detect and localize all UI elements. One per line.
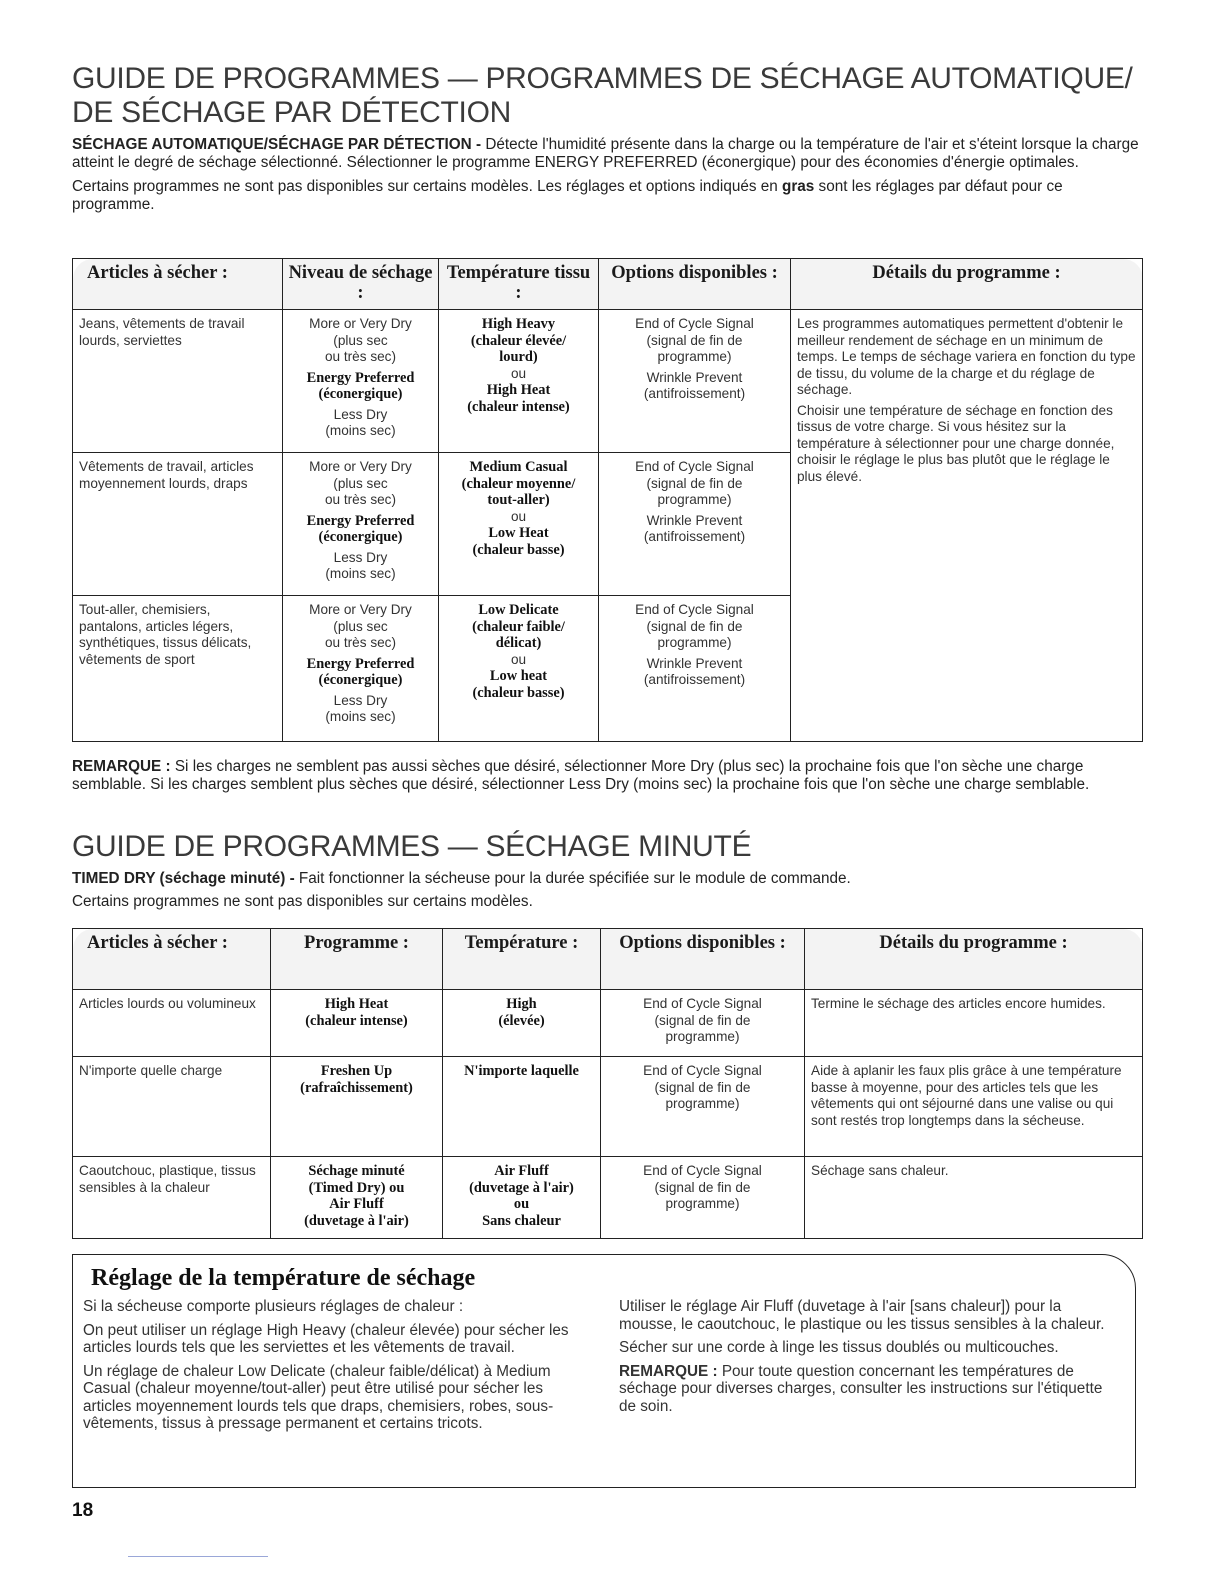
temperature-cell: High (élevée) [443,990,601,1057]
temperature-cell: High Heavy (chaleur élevée/ lourd) ou High Heat (chaleur intense) [439,310,599,453]
section1-title: GUIDE DE PROGRAMMES — PROGRAMMES DE SÉCHAGE AUTOMATIQUE/ DE SÉCHAGE PAR DÉTECTION [72,62,1133,129]
header-details: Détails du programme : [791,259,1143,310]
header-temperature: Température tissu : [439,259,599,310]
header-articles: Articles à sécher : [73,259,283,310]
header-options: Options disponibles : [601,929,805,990]
program-cell: Séchage minuté (Timed Dry) ou Air Fluff (duvetage à l'air) [271,1157,443,1239]
footer-divider [128,1556,268,1557]
articles-cell: Jeans, vêtements de travail lourds, serviettes [73,310,283,453]
options-cell: End of Cycle Signal (signal de fin de programme) [601,1157,805,1239]
box-right-column: Utiliser le réglage Air Fluff (duvetage à l'air [sans chaleur]) pour la mousse, le caoutchouc, le plastique ou les tissus sensibles à la chaleur. Sécher sur une corde à linge les tissus doublés ou multicouches. REMARQUE : Pour toute question concernant les températures de séchage pour diverses charges, consulter les instructions sur l'étiquette de soin. [619,1298,1105,1415]
section1 [72,62,1142,220]
articles-cell: N'importe quelle charge [73,1057,271,1157]
options-cell: End of Cycle Signal (signal de fin de programme) Wrinkle Prevent (antifroissement) [599,310,791,453]
articles-cell: Vêtements de travail, articles moyennement lourds, draps [73,453,283,596]
table-header [73,929,1143,990]
temperature-cell: N'importe laquelle [443,1057,601,1157]
temperature-cell: Low Delicate (chaleur faible/ délicat) ou Low heat (chaleur basse) [439,596,599,742]
level-cell: More or Very Dry (plus sec ou très sec) Energy Preferred (éconergique) Less Dry (moins sec) [283,596,439,742]
details-cell: Termine le séchage des articles encore humides. [805,990,1143,1057]
header-program: Programme : [271,929,443,990]
temperature-cell: Medium Casual (chaleur moyenne/ tout-aller) ou Low Heat (chaleur basse) [439,453,599,596]
header-level: Niveau de séchage : [283,259,439,310]
table-row [73,990,1143,1057]
options-cell: End of Cycle Signal (signal de fin de programme) [601,990,805,1057]
header-temperature: Température : [443,929,601,990]
box-title: Réglage de la température de séchage [91,1265,476,1291]
timed-dry-table [72,928,1142,1239]
header-details: Détails du programme : [805,929,1143,990]
temperature-cell: Air Fluff (duvetage à l'air) ou Sans chaleur [443,1157,601,1239]
options-cell: End of Cycle Signal (signal de fin de programme) [601,1057,805,1157]
program-cell: High Heat (chaleur intense) [271,990,443,1057]
level-cell: More or Very Dry (plus sec ou très sec) Energy Preferred (éconergique) Less Dry (moins sec) [283,453,439,596]
box-left-column: Si la sécheuse comporte plusieurs réglages de chaleur : On peut utiliser un réglage High Heavy (chaleur élevée) pour sécher les articles lourds tels que les serviettes et les vêtements de travail. Un réglage de chaleur Low Delicate (chaleur faible/délicat) à Medium Casual (chaleur moyenne/tout-aller) peut être utilisé pour sécher les articles moyennement lourds tels que draps, chemisiers, robes, sous-vêtements, tissus à pressage permanent et certains tricots. [83,1298,569,1432]
header-articles: Articles à sécher : [73,929,271,990]
auto-dry-table [72,258,1142,742]
section1-intro: SÉCHAGE AUTOMATIQUE/SÉCHAGE PAR DÉTECTION - Détecte l'humidité présente dans la charge ou la température de l'air et s'éteint lorsque la charge atteint le degré de séchage sélectionné. Sélectionner le programme ENERGY PREFERRED (éconergique) pour des économies d'énergie optimales. Certains programmes ne sont pas disponibles sur certains modèles. Les réglages et options indiqués en gras sont les réglages par défaut pour ce programme. [72,136,1139,213]
header-options: Options disponibles : [599,259,791,310]
options-cell: End of Cycle Signal (signal de fin de programme) Wrinkle Prevent (antifroissement) [599,453,791,596]
program-cell: Freshen Up (rafraîchissement) [271,1057,443,1157]
level-cell: More or Very Dry (plus sec ou très sec) Energy Preferred (éconergique) Less Dry (moins sec) [283,310,439,453]
articles-cell: Caoutchouc, plastique, tissus sensibles à la chaleur [73,1157,271,1239]
section2-title: GUIDE DE PROGRAMMES — SÉCHAGE MINUTÉ [72,830,752,863]
table-row [73,1057,1143,1157]
details-cell: Aide à aplanir les faux plis grâce à une température basse à moyenne, pour des articles tels que les vêtements qui ont séjourné dans une valise ou qui sont restés trop longtemps dans la sécheuse. [805,1057,1143,1157]
section2-intro: TIMED DRY (séchage minuté) - Fait fonctionner la sécheuse pour la durée spécifiée sur le module de commande. Certains programmes ne sont pas disponibles sur certains modèles. [72,870,851,910]
remark-note: REMARQUE : Si les charges ne semblent pas aussi sèches que désiré, sélectionner More Dry (plus sec) la prochaine fois que l'on sèche une charge semblable. Si les charges semblent plus sèches que désiré, sélectionner Less Dry (moins sec) la prochaine fois que l'on sèche une charge semblable. [72,758,1090,793]
table-header [73,259,1143,310]
options-cell: End of Cycle Signal (signal de fin de programme) Wrinkle Prevent (antifroissement) [599,596,791,742]
articles-cell: Tout-aller, chemisiers, pantalons, articles légers, synthétiques, tissus délicats, vêtements de sport [73,596,283,742]
articles-cell: Articles lourds ou volumineux [73,990,271,1057]
details-cell: Les programmes automatiques permettent d'obtenir le meilleur rendement de séchage en un minimum de temps. Le temps de séchage variera en fonction du type de tissu, du volume de la charge et du réglage de séchage. Choisir une température de séchage en fonction des tissus de votre charge. Si vous hésitez sur la température à sélectionner pour une charge donnée, choisir le réglage le plus bas plutôt que le réglage le plus élevé. [791,310,1143,742]
table-row [73,1157,1143,1239]
temperature-settings-box [72,1254,1136,1488]
page-number: 18 [72,1500,94,1521]
table-row [73,310,1143,453]
details-cell: Séchage sans chaleur. [805,1157,1143,1239]
